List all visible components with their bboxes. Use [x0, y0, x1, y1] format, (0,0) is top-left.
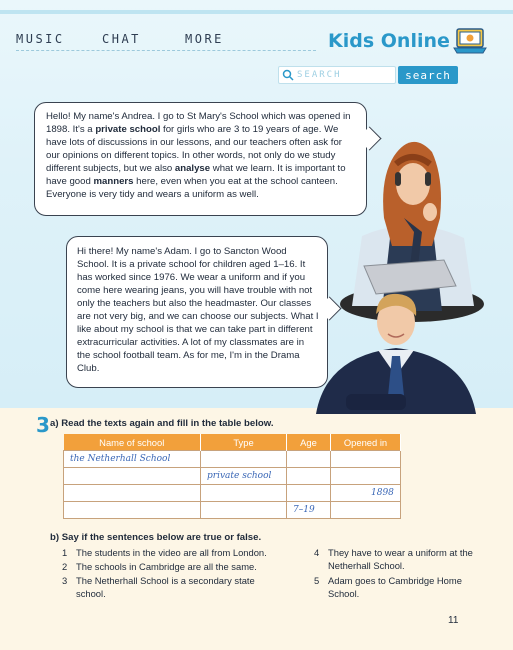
table-cell[interactable] — [64, 468, 201, 485]
table-cell[interactable]: private school — [201, 468, 287, 485]
table-row — [64, 485, 401, 502]
school-table — [63, 434, 401, 519]
statement-number: 4 — [314, 547, 320, 558]
table-cell[interactable] — [331, 502, 401, 519]
statement-number: 5 — [314, 575, 320, 586]
adam-text: Hi there! My name's Adam. I go to Sancton Wood School. It is a private school for children aged 1–16. It has worked since 1976. We wear a uniform and if you come here wearing jeans, you will have trouble with not only the teachers but also the headmaster. Our classes are not very big, and we can choose our subjects. What I like about my school is that we can take part in different extracurricular activities. A lot of my classmates are in the school football team. As for me, I'm in the Drama Club. — [77, 246, 319, 375]
nav-chat[interactable]: CHAT — [102, 32, 141, 46]
nav-more[interactable]: MORE — [185, 32, 224, 46]
instruction-a: a) Read the texts again and fill in the table below. — [50, 418, 274, 429]
statement-item — [62, 575, 284, 601]
statement-text: Adam goes to Cambridge Home School. — [328, 575, 462, 599]
brand-title: Kids Online — [328, 30, 450, 52]
statement-item — [62, 547, 292, 560]
statement-text: The schools in Cambridge are all the same. — [76, 561, 257, 572]
statement-number: 1 — [62, 547, 68, 558]
table-row — [64, 502, 401, 519]
nav-music[interactable]: MUSIC — [16, 32, 65, 46]
table-cell[interactable]: 7–19 — [287, 502, 331, 519]
header-age: Age — [287, 434, 331, 451]
table-row — [64, 468, 401, 485]
statement-item — [314, 575, 474, 601]
statement-item — [314, 547, 474, 573]
table-cell[interactable]: 1898 — [331, 485, 401, 502]
table-cell[interactable] — [64, 485, 201, 502]
exercise-number: 3 — [36, 413, 50, 437]
statement-number: 3 — [62, 575, 68, 586]
table-header-row — [64, 434, 401, 451]
laptop-icon — [452, 26, 488, 56]
statement-text: The Netherhall School is a secondary state school. — [76, 575, 255, 599]
andrea-speech-bubble — [34, 102, 367, 216]
table-cell[interactable] — [287, 451, 331, 468]
table-cell[interactable] — [201, 451, 287, 468]
table-cell[interactable] — [287, 468, 331, 485]
statement-item — [62, 561, 292, 574]
search-icon — [282, 69, 294, 81]
adam-speech-bubble — [66, 236, 328, 388]
header-opened-in: Opened in — [331, 434, 401, 451]
andrea-text: Hello! My name's Andrea. I go to St Mary's School which was opened in 1898. It's a private school for girls who are 3 to 19 years of age. We have lots of discussions in our lessons, and our teachers often ask for our opinions on different topics. In other words, not only do we study different subjects, but we also analyse what we learn. It is important to have good manners here, even when you eat at the school canteen. Everyone is very tidy and wears a uniform as well. — [46, 111, 351, 201]
search-button[interactable]: search — [398, 66, 458, 84]
top-line — [0, 10, 513, 14]
statement-number: 2 — [62, 561, 68, 572]
nav-divider — [16, 50, 316, 51]
table-cell[interactable] — [201, 485, 287, 502]
statement-text: They have to wear a uniform at the Netherhall School. — [328, 547, 473, 571]
instruction-b: b) Say if the sentences below are true or false. — [50, 532, 262, 543]
table-cell[interactable] — [64, 502, 201, 519]
search-bar — [278, 66, 458, 86]
header-type: Type — [201, 434, 287, 451]
statement-text: The students in the video are all from London. — [76, 547, 267, 558]
table-cell[interactable] — [287, 485, 331, 502]
header-name-of-school: Name of school — [64, 434, 201, 451]
table-cell[interactable] — [331, 451, 401, 468]
table-row — [64, 451, 401, 468]
table-cell[interactable] — [331, 468, 401, 485]
table-cell[interactable]: the Netherhall School — [64, 451, 201, 468]
page-number: 11 — [448, 615, 459, 626]
search-input[interactable]: SEARCH — [278, 66, 396, 84]
table-cell[interactable] — [201, 502, 287, 519]
